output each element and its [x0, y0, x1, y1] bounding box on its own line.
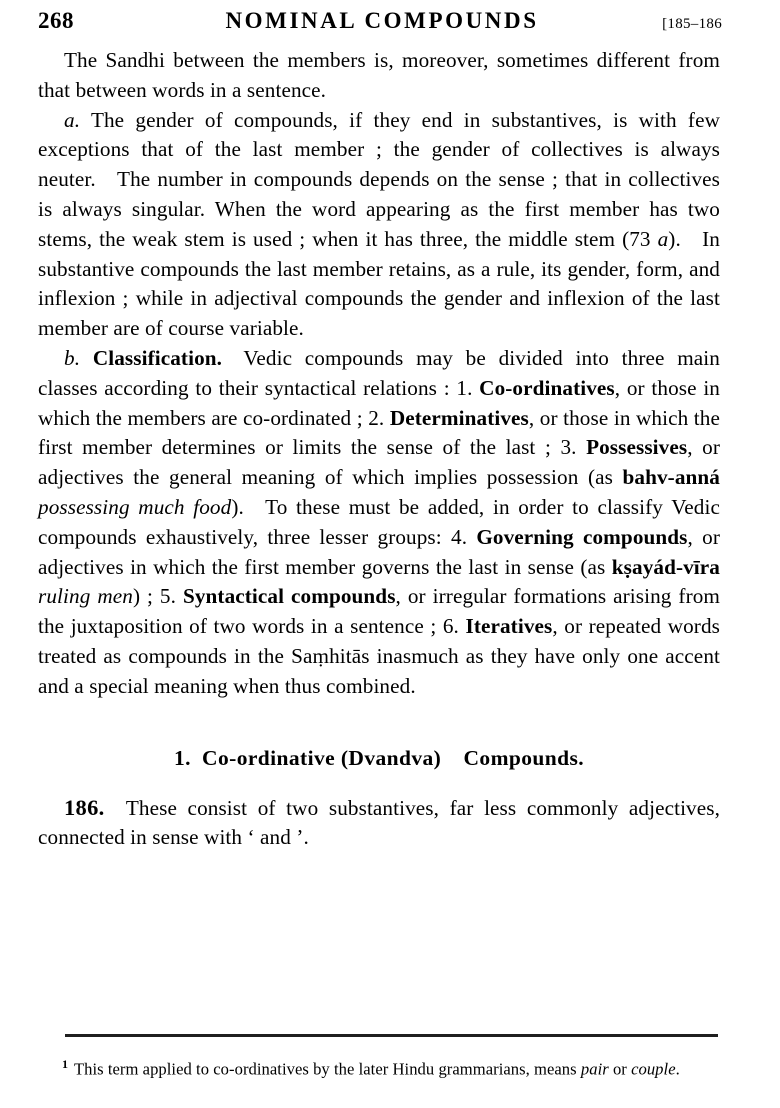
paragraph-b-text-3: , or those in which the first member determines or limits the sense of the last ; 3. — [38, 405, 720, 460]
footnote-area — [38, 1034, 720, 1081]
running-head-title: NOMINAL COMPOUNDS — [225, 8, 539, 33]
footnote-text-1: This term applied to co-ordinatives by the later Hindu grammarians, means — [70, 1059, 581, 1079]
paragraph-intro — [38, 46, 720, 106]
paragraph-a-italic-1: a — [657, 226, 669, 251]
footnote-italic-pair: pair — [580, 1059, 609, 1079]
footnote-text-3: . — [675, 1059, 680, 1079]
paragraph-b-bold-ksayad-vira: kṣayád-vīra — [611, 554, 720, 579]
page-folio-number: 268 — [38, 8, 74, 33]
paragraph-b-bold-possessives: Possessives — [586, 435, 688, 460]
paragraph-intro-text: The Sandhi between the members is, moreover, sometimes different from that between words in a sentence. — [38, 48, 720, 102]
paragraph-a-label: a. — [64, 107, 81, 132]
paragraph-b-italic-gloss-1: possessing much food — [38, 494, 232, 519]
footnote-italic-couple: couple — [631, 1059, 676, 1079]
paragraph-b-italic-gloss-2: ruling men — [38, 584, 133, 609]
paragraph-b-text-2: , or those in which the members are co-ordinated ; 2. — [38, 375, 721, 430]
paragraph-a-text-2: ). In substantive compounds the last member retains, as a rule, its gender, form, and inflexion ; while in adjectival compounds the gender and inflexion of the last member are of course variable. — [38, 226, 720, 341]
paragraph-b-text-1: Vedic compounds may be divided into three main classes according to their syntactical relations : 1. — [38, 345, 720, 400]
paragraph-b-text-4: , or adjectives the general meaning of which implies possession (as — [38, 435, 720, 490]
footnote-1 — [38, 1053, 720, 1081]
paragraph-b-bold-syntactical-compounds: Syntactical compounds — [182, 584, 396, 609]
paragraph-b — [38, 344, 720, 702]
paragraph-b-text-6: , or adjectives in which the first member governs the last in sense (as — [38, 524, 720, 579]
section-range-reference: [185–186 — [662, 16, 722, 32]
paragraph-a-text-1: The gender of compounds, if they end in substantives, is with few exceptions that of the last member ; the gender of collectives is always neuter. The number in compounds depends on the sense ; that in collectives is always singular. When the word appearing as the first member has two stems, the weak stem is used ; when it has three, the middle stem (73 — [38, 107, 720, 251]
paragraph-186-text: These consist of two substantives, far less commonly adjectives, connected in sense with ‘ and ’. — [38, 795, 720, 850]
footnote-separator-rule — [65, 1034, 718, 1037]
paragraph-b-bold-governing-compounds: Governing compounds — [476, 524, 688, 549]
paragraph-b-bold-classification: Classification. — [92, 345, 223, 370]
paragraph-186 — [38, 793, 720, 854]
paragraph-b-text-7: ) ; 5. — [132, 584, 183, 609]
paragraph-186-number: 186. — [64, 794, 105, 820]
paragraph-b-bold-iteratives: Iteratives — [465, 614, 553, 639]
main-text-block — [38, 46, 720, 853]
paragraph-b-text-5: ). To these must be added, in order to classify Vedic compounds exhaustively, three lesser groups: 4. — [38, 494, 720, 549]
paragraph-b-text-9: , or repeated words treated as compounds in the Saṃhitās inasmuch as they have only one accent and a special meaning when thus combined. — [38, 614, 720, 698]
paragraph-a — [38, 106, 720, 344]
heading-spacer-top — [38, 702, 720, 746]
paragraph-b-bold-determinatives: Determinatives — [389, 405, 529, 430]
heading-spacer-bottom — [38, 771, 720, 793]
paragraph-b-bold-bahv-anna: bahv-anná — [622, 465, 720, 490]
footnote-text-2: or — [608, 1059, 632, 1079]
paragraph-b-label: b. — [64, 345, 81, 370]
footnote-marker: 1 — [62, 1057, 69, 1071]
paragraph-b-bold-coordinatives: Co-ordinatives — [479, 375, 615, 400]
section-heading: 1. Co-ordinative (Dvandva) Compounds. — [173, 745, 584, 770]
paragraph-b-text-8: , or irregular formations arising from the juxtaposition of two words in a sentence ; 6. — [38, 584, 720, 639]
running-head — [38, 8, 722, 38]
